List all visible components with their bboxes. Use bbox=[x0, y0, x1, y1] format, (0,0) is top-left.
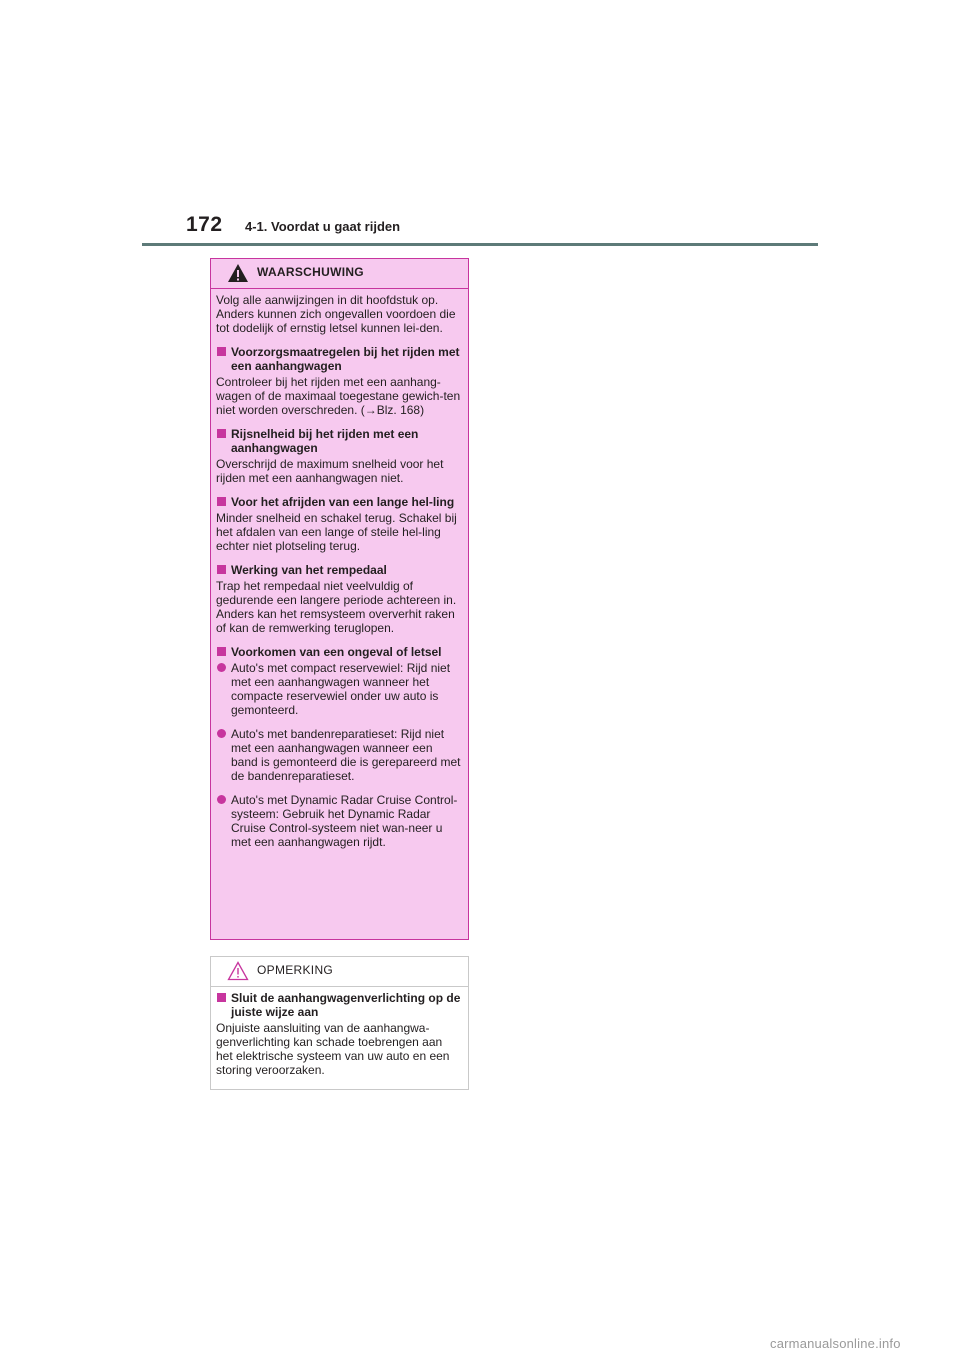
round-bullet-icon bbox=[217, 795, 226, 804]
bullet-text: Auto's met Dynamic Radar Cruise Control-systeem: Gebruik het Dynamic Radar Cruise Control-systeem niet wan-neer u met een aanhangwagen rijdt. bbox=[231, 793, 458, 849]
notice-item-text: Onjuiste aansluiting van de aanhangwa-genverlichting kan schade toebrengen aan het elektrische systeem van uw auto en een storing veroorzaken. bbox=[216, 1021, 450, 1077]
round-bullet-icon bbox=[217, 663, 226, 672]
square-bullet-icon bbox=[217, 497, 226, 506]
square-bullet-icon bbox=[217, 429, 226, 438]
header-rule bbox=[142, 243, 818, 246]
notice-box bbox=[210, 956, 469, 1090]
heading-text: Rijsnelheid bij het rijden met een aanhangwagen bbox=[231, 427, 419, 455]
warning-item-text: Trap het rempedaal niet veelvuldig of gedurende een langere periode achtereen in. Anders kan het remsysteem oververhit raken of kan de remwerking teruglopen. bbox=[216, 579, 457, 635]
heading-text: Voorkomen van een ongeval of letsel bbox=[231, 645, 442, 659]
round-bullet-icon bbox=[217, 729, 226, 738]
heading-text: Voor het afrijden van een lange hel-ling bbox=[231, 495, 455, 509]
notice-header bbox=[211, 957, 468, 987]
warning-item-heading bbox=[216, 645, 462, 659]
warning-intro: Volg alle aanwijzingen in dit hoofdstuk op. Anders kunnen zich ongevallen voordoen die tot dodelijk of ernstig letsel kunnen lei-den. bbox=[216, 293, 456, 335]
notice-body bbox=[211, 987, 468, 1077]
notice-item-heading bbox=[216, 991, 462, 1019]
page-number: 172 bbox=[186, 213, 223, 236]
warning-item-text: Minder snelheid en schakel terug. Schakel bij het afdalen van een lange of steile hel-ling echter niet plotseling terug. bbox=[216, 511, 457, 553]
heading-text: Sluit de aanhangwagenverlichting op de juiste wijze aan bbox=[231, 991, 461, 1019]
warning-triangle-icon bbox=[227, 263, 249, 283]
bullet-text: Auto's met bandenreparatieset: Rijd niet met een aanhangwagen wanneer een band is gemonteerd die is gerepareerd met de bandenreparatieset. bbox=[231, 727, 461, 783]
warning-bullet bbox=[216, 661, 462, 717]
warning-body bbox=[211, 289, 468, 849]
warning-header bbox=[211, 259, 468, 289]
warning-item-heading bbox=[216, 495, 462, 509]
bullet-text: Auto's met compact reservewiel: Rijd niet met een aanhangwagen wanneer het compacte reservewiel onder uw auto is gemonteerd. bbox=[231, 661, 451, 717]
warning-item-heading bbox=[216, 345, 462, 373]
warning-item-heading bbox=[216, 563, 462, 577]
notice-title: OPMERKING bbox=[257, 963, 334, 977]
square-bullet-icon bbox=[217, 347, 226, 356]
warning-bullet bbox=[216, 727, 462, 783]
warning-item-text: Overschrijd de maximum snelheid voor het rijden met een aanhangwagen niet. bbox=[216, 457, 444, 485]
square-bullet-icon bbox=[217, 565, 226, 574]
heading-text: Werking van het rempedaal bbox=[231, 563, 387, 577]
warning-item-heading bbox=[216, 427, 462, 455]
heading-text: Voorzorgsmaatregelen bij het rijden met een aanhangwagen bbox=[231, 345, 460, 373]
watermark: carmanualsonline.info bbox=[770, 1336, 901, 1351]
caution-triangle-icon bbox=[227, 961, 249, 981]
square-bullet-icon bbox=[217, 647, 226, 656]
warning-title: WAARSCHUWING bbox=[257, 265, 364, 279]
warning-bullet bbox=[216, 793, 462, 849]
warning-box bbox=[210, 258, 469, 940]
square-bullet-icon bbox=[217, 993, 226, 1002]
section-title: 4-1. Voordat u gaat rijden bbox=[245, 219, 401, 234]
warning-item-text: Controleer bij het rijden met een aanhang-wagen of de maximaal toegestane gewich-ten niet worden overschreden. (→Blz. 168) bbox=[216, 375, 461, 417]
